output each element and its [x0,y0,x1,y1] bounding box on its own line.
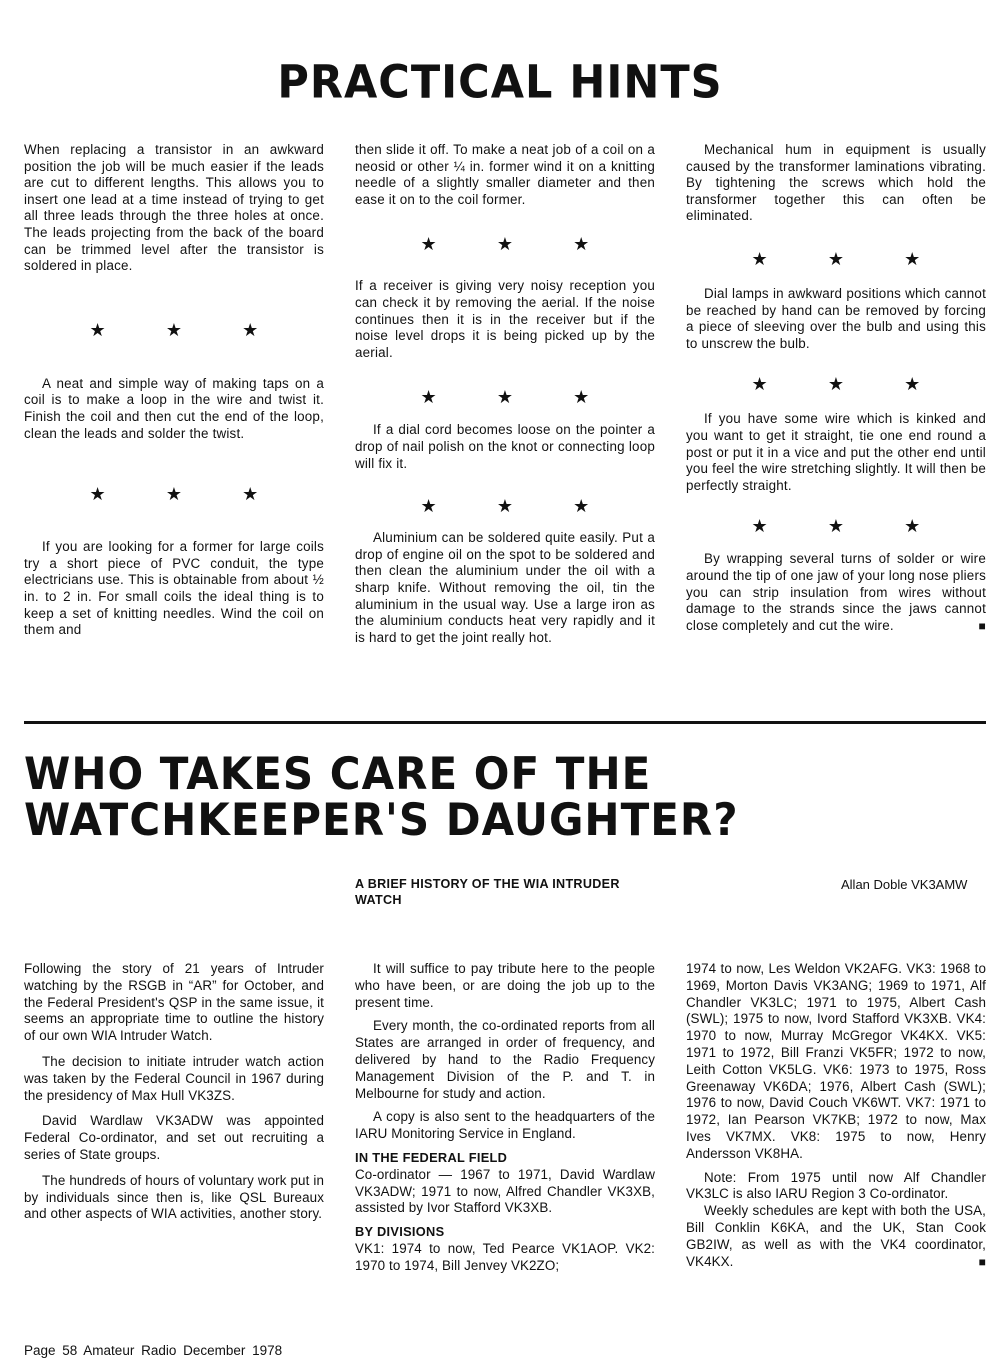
article-title-line-2: WATCHKEEPER'S DAUGHTER? [24,793,739,846]
hint-coil-former: If you are looking for a former for large coils try a short piece of PVC conduit, the type electricians use. This is obtainable from about ½ in. to 2 in. For small coils the ideal thing is to keep a set of knitting needles. Wind the coil on them and [24,539,324,638]
hints-column-1 [24,142,324,639]
practical-hints-title: PRACTICAL HINTS [277,56,723,110]
star-icon: ★ [904,516,921,537]
star-icon: ★ [573,234,590,255]
article-paragraph: Note: From 1975 until now Alf Chandler VK3LC is also IARU Region 3 Co-ordinator. [686,1169,986,1202]
hint-straighten-wire: If you have some wire which is kinked and you want to get it straight, tie one end round a post or put it in a vice and put the other end until you feel the wire stretching slightly. It will then be perfectly straight. [686,411,986,493]
end-of-article-icon: ■ [978,618,986,633]
star-separator [686,517,986,535]
article-paragraph: Following the story of 21 years of Intruder watching by the RSGB in “AR” for October, and the Federal President's QSP in the same issue, it seems an appropriate time to outline the history of our own WIA Intruder Watch. [24,961,324,1044]
star-icon: ★ [904,374,921,395]
star-icon: ★ [420,387,437,408]
article-paragraph: It will suffice to pay tribute here to the people who have been, or are doing the job up to the present time. [355,961,655,1010]
star-separator [355,497,655,515]
star-icon: ★ [751,374,768,395]
article-paragraph: 1974 to now, Les Weldon VK2AFG. VK3: 1968 to 1969, Morton Davis VK3ANG; 1969 to 1971, Alf Chandler VK3LC; 1971 to 1975, Albert Cash (SWL); 1975 to now, Ivord Stafford VK3XB. VK4: 1970 to now, Murray McGregor VK4KX. VK5: 1971 to 1972, Bill Franzi VK5FR; 1972 to now, Leith Cotton VK5LG. VK6: 1973 to 1975, Ross Greenaway VK6DA; 1976, Albert Cash (SWL); 1976 to now, David Couch VK6WT. VK7: 1971 to 1972, Ian Pearson VK7KB; 1972 to now, Max Ives VK7MX. VK8: 1975 to now, Henry Andersson VK8HA. [686,961,986,1161]
hint-strip-insulation-text: By wrapping several turns of solder or wire around the tip of one jaw of your long nose pliers you can strip insulation from wires without damage to the strands since the jaws cannot close completely and cut the wire. [686,551,986,633]
star-separator [686,250,986,268]
hint-noisy-receiver: If a receiver is giving very noisy reception you can check it by removing the aerial. If the noise continues then it is in the receiver but if the noise level drops it is being picked up by the aerial. [355,278,655,360]
star-icon: ★ [827,248,845,269]
star-icon: ★ [242,319,259,340]
article-paragraph: VK1: 1974 to now, Ted Pearce VK1AOP. VK2: 1970 to 1974, Bill Jenvey VK2ZO; [355,1240,655,1273]
star-icon: ★ [165,484,183,505]
hints-column-3 [686,142,986,634]
article-paragraph: David Wardlaw VK3ADW was appointed Federal Co-ordinator, and set out recruiting a series of State groups. [24,1113,324,1162]
star-icon: ★ [904,248,921,269]
star-icon: ★ [496,234,514,255]
star-icon: ★ [89,484,106,505]
star-icon: ★ [496,496,514,517]
star-icon: ★ [420,234,437,255]
star-icon: ★ [165,319,183,340]
article-subtitle: A BRIEF HISTORY OF THE WIA INTRUDER WATCH [355,877,620,907]
hint-transistor-leads: When replacing a transistor in an awkward position the job will be much easier if the leads are cut to different lengths. This allows you to insert one lead at a time instead of trying to get all three leads through the three holes at once. The leads projecting from the back of the board can be trimmed level after the transistor is soldered in place. [24,142,324,274]
star-separator [686,375,986,393]
article-column-3 [686,961,986,1270]
hint-dial-cord: If a dial cord becomes loose on the pointer a drop of nail polish on the knot or connecting loop will fix it. [355,422,655,471]
hint-coil-taps: A neat and simple way of making taps on a coil is to make a loop in the wire and twist it. Finish the coil and then cut the end of the loop, clean the leads and solder the twist. [24,375,324,441]
star-icon: ★ [573,387,590,408]
star-separator [355,388,655,406]
hint-strip-insulation [686,551,986,634]
star-icon: ★ [827,516,845,537]
star-separator [24,485,324,503]
star-separator [24,321,324,339]
star-icon: ★ [242,484,259,505]
article-paragraph [686,1203,986,1270]
hint-solder-aluminium: Aluminium can be soldered quite easily. Put a drop of engine oil on the spot to be soldered and then clean the aluminium under the oil with a sharp knife. Without removing the oil, tin the aluminium in the usual way. Use a large iron as the aluminium conducts heat very rapidly and it is hard to get the joint really hot. [355,530,655,645]
star-icon: ★ [827,374,845,395]
hints-column-2 [355,142,655,646]
end-of-article-icon: ■ [978,1254,986,1269]
article-paragraph: Every month, the co-ordinated reports from all States are arranged in order of frequency, and delivered by hand to the Radio Frequency Management Division of the P. and T. in Melbourne for study and action. [355,1018,655,1101]
article-paragraph: The hundreds of hours of voluntary work put in by individuals since then is, like QSL Bureaux and other aspects of WIA activities, another story. [24,1172,324,1222]
star-icon: ★ [751,248,768,269]
star-icon: ★ [420,496,437,517]
article-author: Allan Doble VK3AMW [841,877,968,892]
section-heading-divisions: BY DIVISIONS [355,1224,445,1240]
hint-coil-former-continued: then slide it off. To make a neat job of a coil on a neosid or other ¼ in. former wind it on a knitting needle of a slightly smaller diameter and then ease it on to the coil former. [355,142,655,207]
article-column-2 [355,961,655,1275]
star-separator [355,235,655,253]
star-icon: ★ [496,387,514,408]
hint-dial-lamps: Dial lamps in awkward positions which cannot be reached by hand can be removed by forcing a piece of sleeving over the bulb and using this to unscrew the bulb. [686,285,986,351]
article-title-line-1: WHO TAKES CARE OF THE [24,747,652,800]
hint-mechanical-hum: Mechanical hum in equipment is usually caused by the transformer laminations vibrating. By tightening the screws which hold the transformer together this can often be eliminated. [686,142,986,224]
article-column-1 [24,961,324,1223]
article-paragraph: The decision to initiate intruder watch action was taken by the Federal Council in 1967 during the presidency of Max Hull VK3ZS. [24,1053,324,1103]
article-title [24,747,924,846]
section-divider [24,721,986,724]
star-icon: ★ [89,319,106,340]
section-heading-federal: IN THE FEDERAL FIELD [355,1149,508,1165]
article-paragraph: Co-ordinator — 1967 to 1971, David Wardlaw VK3ADW; 1971 to now, Alfred Chandler VK3XB, assisted by Ivor Stafford VK3XB. [355,1166,655,1216]
star-icon: ★ [573,496,590,517]
article-paragraph-text: Weekly schedules are kept with both the USA, Bill Conklin K6KA, and the UK, Stan Cook GB2IW, as well as with the VK4 coordinator, VK4KX. [686,1203,986,1269]
article-paragraph: A copy is also sent to the headquarters of the IARU Monitoring Service in England. [355,1109,655,1142]
page-footer: Page 58 Amateur Radio December 1978 [24,1343,283,1358]
star-icon: ★ [751,516,768,537]
